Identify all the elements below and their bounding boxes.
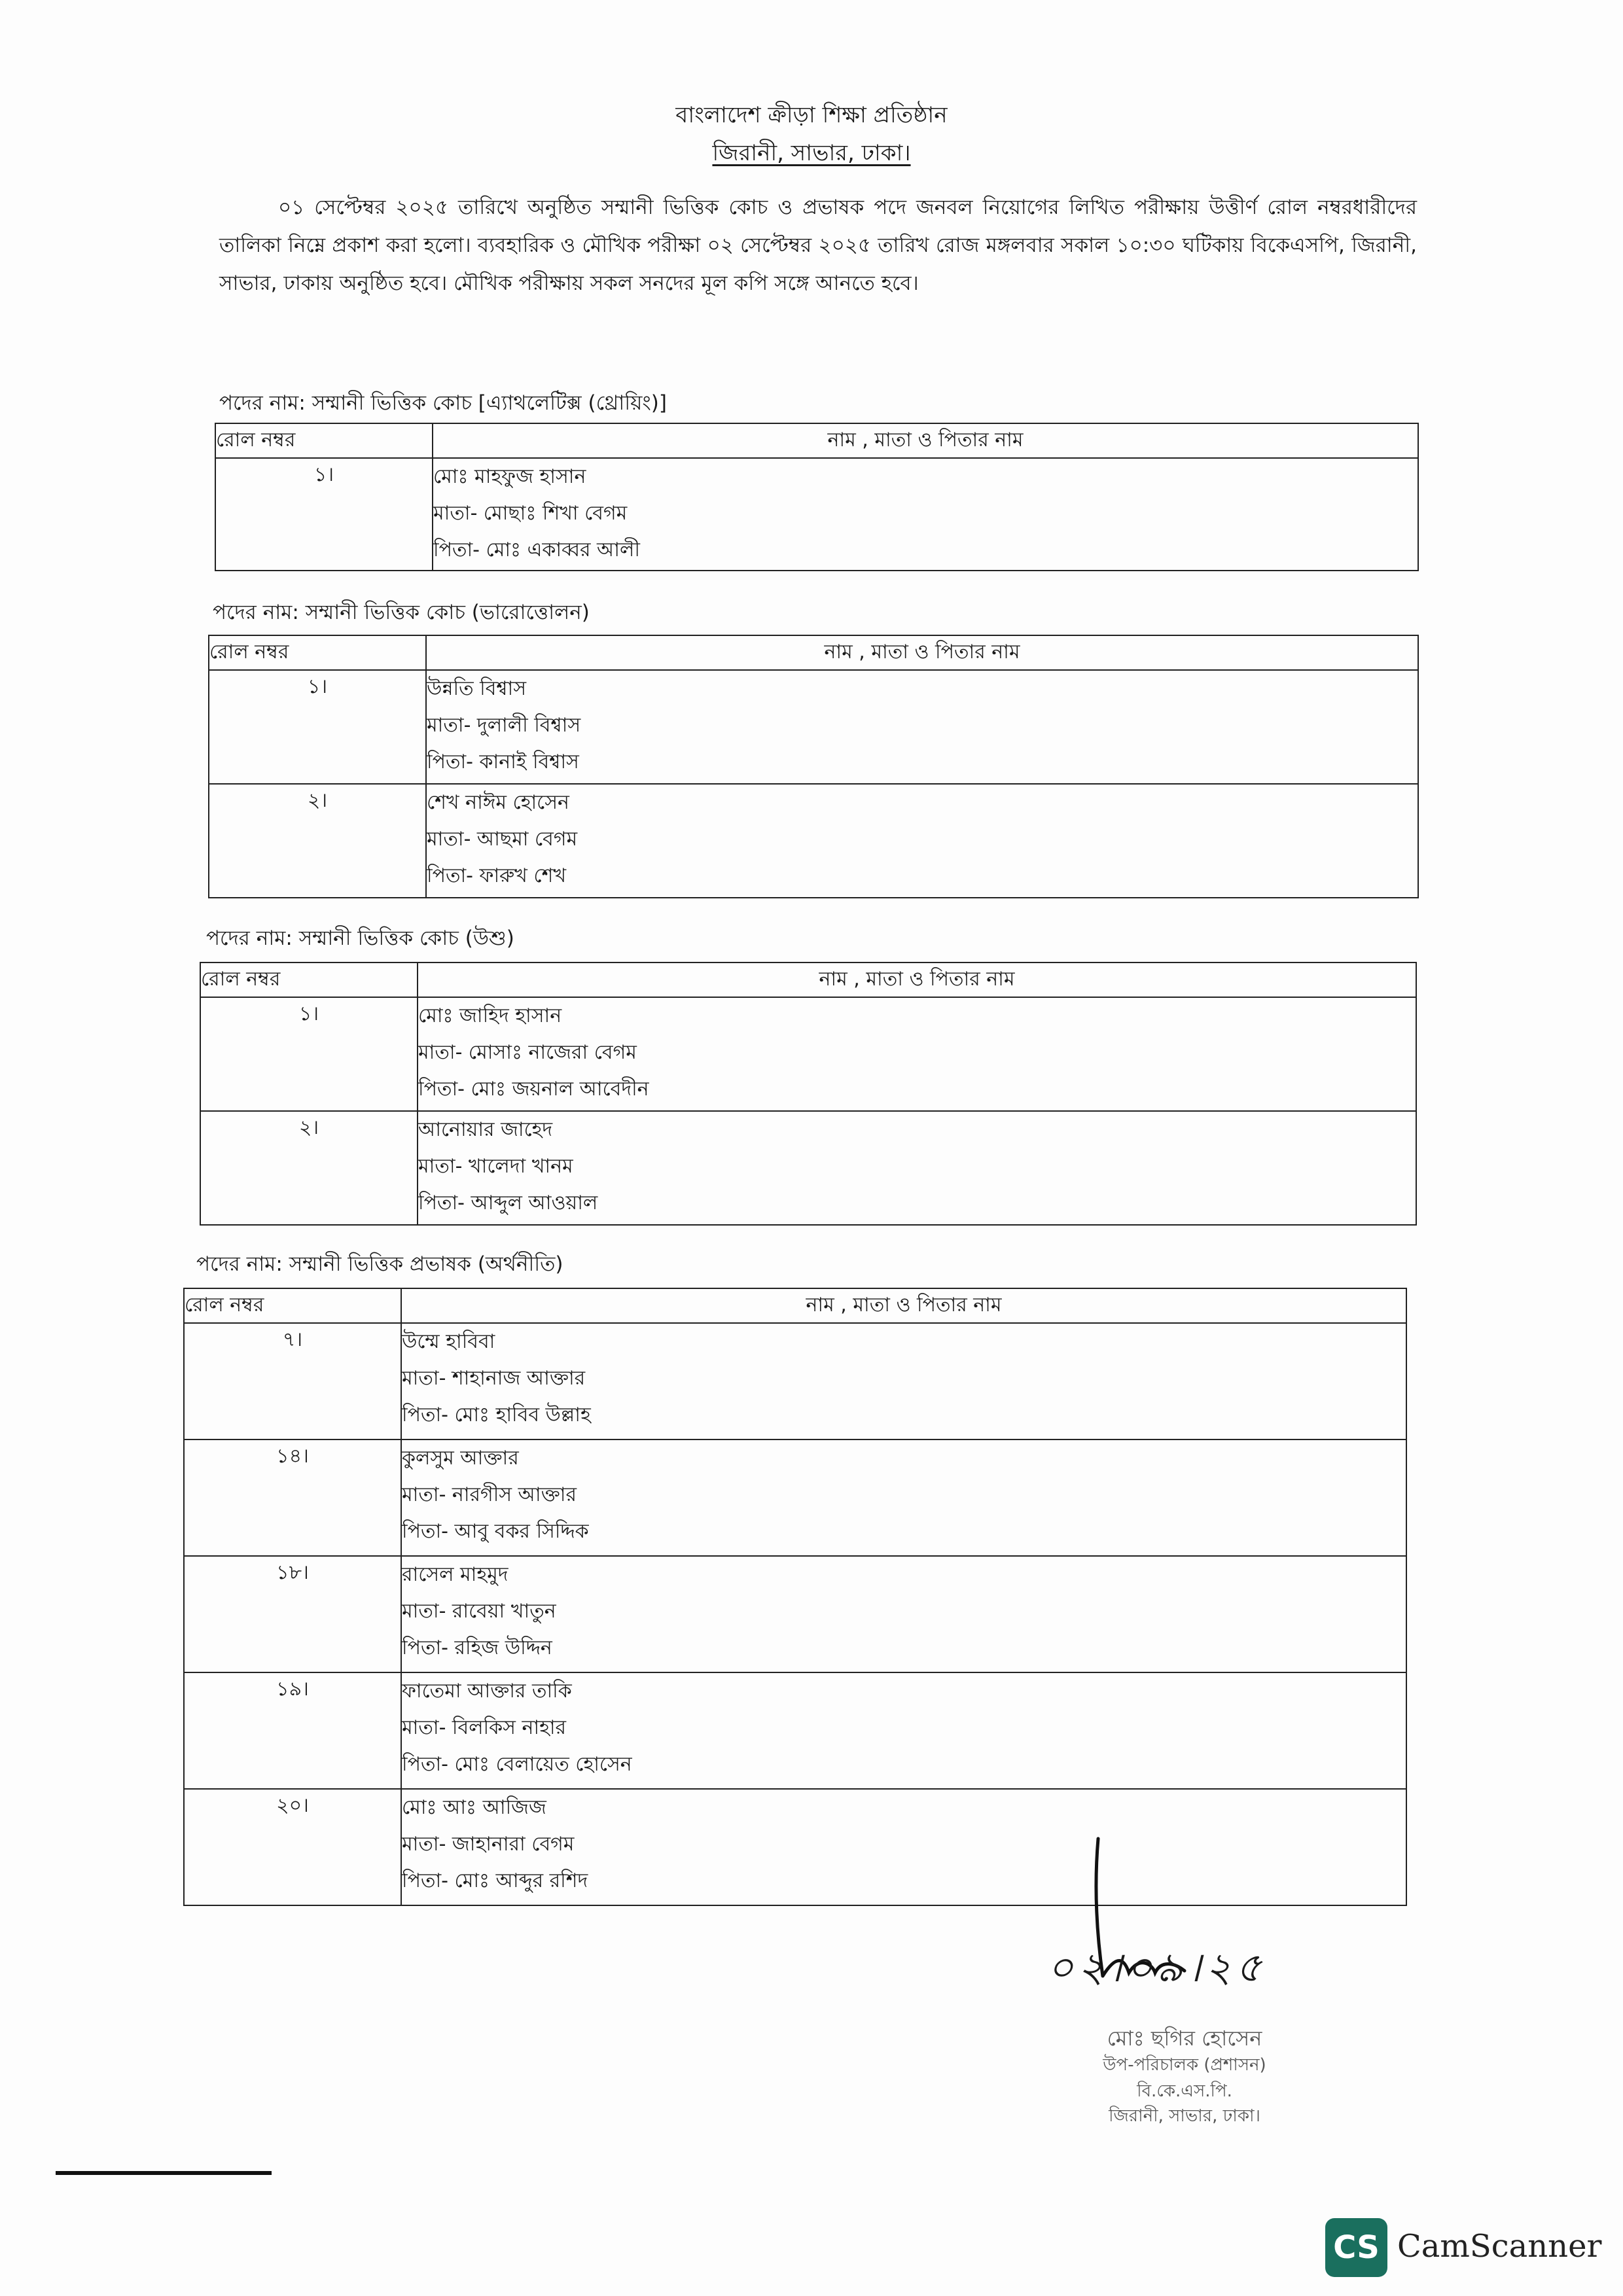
father-name: পিতা- ফারুখ শেখ xyxy=(427,864,567,887)
candidate-name: মোঃ জাহিদ হাসান xyxy=(418,1004,562,1027)
institution-address: জিরানী, সাভার, ঢাকা। xyxy=(712,140,911,166)
father-name: পিতা- মোঃ বেলায়েত হোসেন xyxy=(402,1753,632,1776)
officer-name: মোঃ ছগির হোসেন xyxy=(1107,2026,1262,2051)
roll-number: ২০। xyxy=(184,1789,401,1905)
roll-number: ১। xyxy=(200,997,418,1111)
table-row xyxy=(200,1111,1416,1225)
roll-number: ১৯। xyxy=(184,1672,401,1789)
table-row xyxy=(184,1323,1406,1439)
scan-artifact-line xyxy=(56,2171,272,2175)
candidate-info xyxy=(401,1672,1406,1789)
father-name: পিতা- কানাই বিশ্বাস xyxy=(427,751,579,773)
father-name: পিতা- আব্দুল আওয়াল xyxy=(418,1192,598,1214)
roll-header: রোল নম্বর xyxy=(209,635,426,670)
mother-name: মাতা- আছমা বেগম xyxy=(427,828,578,851)
table-header-row xyxy=(200,963,1416,997)
table-row xyxy=(184,1672,1406,1789)
candidate-info xyxy=(418,997,1416,1111)
institution-name: বাংলাদেশ ক্রীড়া শিক্ষা প্রতিষ্ঠান xyxy=(675,102,948,128)
table-header-row xyxy=(184,1288,1406,1323)
mother-name: মাতা- বিলকিস নাহার xyxy=(402,1716,567,1739)
section-title: পদের নাম: সম্মানী ভিত্তিক কোচ (ভারোত্তোলন) xyxy=(213,601,590,624)
father-name: পিতা- রহিজ উদ্দিন xyxy=(402,1636,552,1659)
mother-name: মাতা- দুলালী বিশ্বাস xyxy=(427,714,581,737)
candidate-info xyxy=(426,670,1418,784)
roll-header: রোল নম্বর xyxy=(184,1288,401,1323)
officer-org: বি.কে.এস.পি. xyxy=(1137,2081,1232,2101)
candidate-name: ফাতেমা আক্তার তাকি xyxy=(402,1680,572,1703)
mother-name: মাতা- খালেদা খানম xyxy=(418,1155,573,1178)
father-name: পিতা- মোঃ জয়নাল আবেদীন xyxy=(418,1078,649,1101)
result-table xyxy=(208,635,1419,898)
roll-number: ১৪। xyxy=(184,1439,401,1556)
officer-designation: উপ-পরিচালক (প্রশাসন) xyxy=(1103,2055,1266,2075)
camscanner-watermark: CamScanner xyxy=(1397,2228,1602,2265)
result-table xyxy=(183,1288,1407,1906)
candidate-info xyxy=(418,1111,1416,1225)
roll-number: ৭। xyxy=(184,1323,401,1439)
table-row xyxy=(209,670,1418,784)
section-title: পদের নাম: সম্মানী ভিত্তিক কোচ [এ্যাথলেটিক্স (থ্রোয়িং)] xyxy=(219,391,667,415)
father-name: পিতা- মোঃ আব্দুর রশিদ xyxy=(402,1869,588,1892)
mother-name: মাতা- রাবেয়া খাতুন xyxy=(402,1600,556,1623)
roll-header: রোল নম্বর xyxy=(215,423,433,458)
officer-address: জিরানী, সাভার, ঢাকা। xyxy=(1109,2106,1260,2126)
mother-name: মাতা- মোছাঃ শিখা বেগম xyxy=(433,502,628,525)
result-table xyxy=(215,423,1419,571)
father-name: পিতা- মোঃ একাব্বর আলী xyxy=(433,539,640,561)
roll-number: ১। xyxy=(215,458,433,571)
section-title: পদের নাম: সম্মানী ভিত্তিক প্রভাষক (অর্থনীতি) xyxy=(196,1252,563,1276)
father-name: পিতা- আবু বকর সিদ্দিক xyxy=(402,1520,589,1543)
candidate-name: শেখ নাঈম হোসেন xyxy=(427,791,569,814)
table-row xyxy=(184,1439,1406,1556)
table-header-row xyxy=(209,635,1418,670)
table-header-row xyxy=(215,423,1418,458)
roll-number: ১। xyxy=(209,670,426,784)
candidate-name: উন্নতি বিশ্বাস xyxy=(427,677,527,700)
candidate-name: উম্মে হাবিবা xyxy=(402,1330,495,1353)
names-header: নাম , মাতা ও পিতার নাম xyxy=(433,423,1418,458)
candidate-info xyxy=(433,458,1418,571)
names-header: নাম , মাতা ও পিতার নাম xyxy=(401,1288,1406,1323)
mother-name: মাতা- জাহানারা বেগম xyxy=(402,1833,575,1856)
roll-header: রোল নম্বর xyxy=(200,963,418,997)
mother-name: মাতা- শাহানাজ আক্তার xyxy=(402,1367,586,1390)
candidate-info xyxy=(401,1556,1406,1672)
candidate-name: আনোয়ার জাহেদ xyxy=(418,1118,553,1141)
roll-number: ২। xyxy=(200,1111,418,1225)
mother-name: মাতা- মোসাঃ নাজেরা বেগম xyxy=(418,1041,637,1064)
roll-number: ২। xyxy=(209,784,426,898)
section-title: পদের নাম: সম্মানী ভিত্তিক কোচ (উশু) xyxy=(206,927,514,950)
father-name: পিতা- মোঃ হাবিব উল্লাহ xyxy=(402,1404,591,1426)
candidate-info xyxy=(401,1439,1406,1556)
roll-number: ১৮। xyxy=(184,1556,401,1672)
candidate-info xyxy=(426,784,1418,898)
names-header: নাম , মাতা ও পিতার নাম xyxy=(426,635,1418,670)
signature-date: ০২।০৯।২৫ xyxy=(1047,1943,1266,1991)
table-row xyxy=(184,1556,1406,1672)
candidate-name: রাসেল মাহমুদ xyxy=(402,1563,508,1586)
notice-paragraph: ০১ সেপ্টেম্বর ২০২৫ তারিখে অনুষ্ঠিত সম্মানী ভিত্তিক কোচ ও প্রভাষক পদে জনবল নিয়োগের লিখিত পরীক্ষায় উত্তীর্ণ রোল নম্বরধারীদের তালিকা নিম্নে প্রকাশ করা হলো। ব্যবহারিক ও মৌখিক পরীক্ষা ০২ সেপ্টেম্বর ২০২৫ তারিখ রোজ মঙ্গলবার সকাল ১০:৩০ ঘটিকায় বিকেএসপি, জিরানী, সাভার, ঢাকায় অনুষ্ঠিত হবে। মৌখিক পরীক্ষায় সকল সনদের মূল কপি সঙ্গে আনতে হবে। xyxy=(219,196,1417,295)
candidate-info xyxy=(401,1323,1406,1439)
mother-name: মাতা- নারগীস আক্তার xyxy=(402,1483,577,1506)
names-header: নাম , মাতা ও পিতার নাম xyxy=(418,963,1416,997)
candidate-name: মোঃ আঃ আজিজ xyxy=(402,1796,546,1819)
table-row xyxy=(215,458,1418,571)
camscanner-logo-icon: CS xyxy=(1325,2218,1387,2277)
table-row xyxy=(200,997,1416,1111)
candidate-name: মোঃ মাহফুজ হাসান xyxy=(433,465,586,488)
candidate-name: কুলসুম আক্তার xyxy=(402,1447,519,1470)
table-row xyxy=(209,784,1418,898)
result-table xyxy=(200,962,1417,1226)
